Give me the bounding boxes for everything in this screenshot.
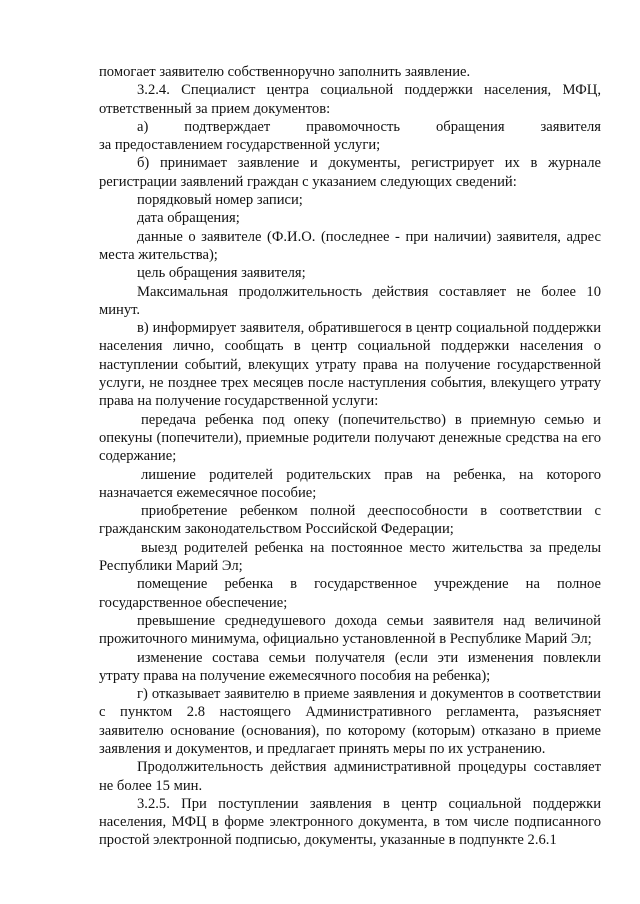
paragraph-item-v: в) информирует заявителя, обратившегося в центр социальной поддержки населения лично, сообщать в центр социальной поддержки населения о наступлении событий, влекущих утрату права на получение государственной услуги, не позднее трех месяцев после наступления события, влекущего утрату права на получение государственной услуги: [99,320,601,410]
list-item-income-excess: превышение среднедушевого дохода семьи заявителя над величиной прожиточного минимума, официально установленной в Республике Марий Эл; [99,612,601,648]
paragraph-3-2-4: 3.2.4. Специалист центра социальной поддержки населения, МФЦ, ответственный за прием документов: [99,82,601,117]
list-item-date: дата обращения; [137,210,240,227]
list-item-state-institution: помещение ребенка в государственное учреждение на полное государственное обеспечение; [99,576,601,611]
paragraph-item-g: г) отказывает заявителю в приеме заявления и документов в соответствии с пунктом 2.8 настоящего Административного регламента, разъясняет заявителю основание (основания), по которому (которым) отказано в приеме заявления и документов, и предлагает принять меры по их устранению. [99,686,601,757]
list-item-purpose: цель обращения заявителя; [137,265,306,282]
list-item-legal-capacity: приобретение ребенком полной дееспособности в соответствии с гражданским законодательством Российской Федерации; [99,503,601,538]
paragraph-max-duration: Максимальная продолжительность действия составляет не более 10 минут. [99,283,601,318]
paragraph-item-b: б) принимает заявление и документы, регистрирует их в журнале регистрации заявлений граждан с указанием следующих сведений: [99,155,601,190]
paragraph-item-a-continuation: за предоставлением государственной услуги; [99,137,381,154]
list-item-parental-rights: лишение родителей родительских прав на ребенка, на которого назначается ежемесячное пособие; [99,466,601,501]
list-item-applicant-data: данные о заявителе (Ф.И.О. (последнее - при наличии) заявителя, адрес места жительства); [99,228,601,263]
paragraph-continuation: помогает заявителю собственноручно заполнить заявление. [99,64,471,80]
list-item-relocation: выезд родителей ребенка на постоянное место жительства за пределы Республики Марий Эл; [99,539,601,575]
paragraph-3-2-5: 3.2.5. При поступлении заявления в центр социальной поддержки населения, МФЦ в форме электронного документа, в том числе подписанного простой электронной подписью, документы, указанные в подпункте 2.6.1 [99,795,601,849]
list-item-family-change: изменение состава семьи получателя (если эти изменения повлекли утрату права на получение ежемесячного пособия на ребенка); [99,649,601,684]
paragraph-item-a: а) подтверждает правомочность обращения заявителя [137,118,601,135]
paragraph-procedure-duration: Продолжительность действия административной процедуры составляет не более 15 мин. [99,759,601,794]
list-item-guardianship: передача ребенка под опеку (попечительство) в приемную семью и опекуны (попечители), приемные родители получают денежные средства на его содержание; [99,411,601,465]
document-body [99,63,601,850]
list-item-record-number: порядковый номер записи; [137,192,303,209]
